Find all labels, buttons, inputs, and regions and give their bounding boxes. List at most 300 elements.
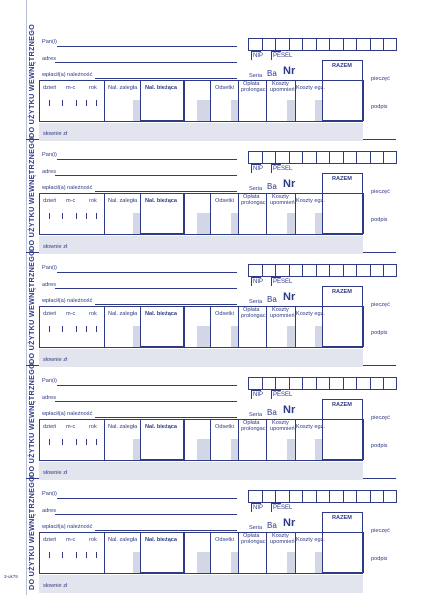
digit-box-divider xyxy=(329,490,330,503)
amount-in-words-label: słownie zł xyxy=(43,470,68,476)
number-label: Nr xyxy=(283,517,296,529)
table-column-border xyxy=(210,193,211,234)
payer-name-field[interactable] xyxy=(57,46,237,47)
payer-name-label: Pan(i) xyxy=(42,152,57,158)
prolongation-header-1: Opłata xyxy=(243,420,260,426)
day-label: dzień xyxy=(43,311,57,317)
digit-box-divider xyxy=(275,377,276,390)
table-column-border xyxy=(363,419,364,460)
pesel-label: PESEL xyxy=(273,53,293,59)
paid-amount-line[interactable] xyxy=(95,530,237,531)
stamp-label: pieczęć xyxy=(371,415,390,421)
table-column-border xyxy=(184,193,185,234)
address-field[interactable] xyxy=(55,514,237,515)
date-tick xyxy=(76,326,77,332)
nip-bracket-top xyxy=(251,390,261,391)
digit-box-divider xyxy=(383,377,384,390)
shade-cell xyxy=(197,439,210,460)
pesel-label: PESEL xyxy=(273,392,293,398)
digit-box-divider xyxy=(262,264,263,277)
prolongation-header-2: prolongac. xyxy=(241,313,268,319)
shade-cell xyxy=(133,213,140,234)
digit-box-divider xyxy=(383,151,384,164)
year-label: rok xyxy=(89,424,97,430)
interest-header: Odsetki xyxy=(215,424,234,430)
series-label: Seria xyxy=(249,73,263,79)
digit-box-divider xyxy=(302,151,303,164)
series-value: Ba xyxy=(267,521,277,530)
address-label: adres xyxy=(42,395,56,401)
total-header: RAZEM xyxy=(332,402,352,408)
digit-box-divider xyxy=(275,490,276,503)
total-header: RAZEM xyxy=(332,63,352,69)
series-value: Ba xyxy=(267,182,277,191)
digit-box-divider xyxy=(262,38,263,51)
series-label: Seria xyxy=(249,186,263,192)
day-label: dzień xyxy=(43,198,57,204)
pesel-bracket-top xyxy=(271,51,281,52)
current-header: Nal. bieżąca xyxy=(145,85,178,91)
signature-label: podpis xyxy=(371,443,388,449)
table-top-border xyxy=(39,419,363,420)
total-header: RAZEM xyxy=(332,289,352,295)
table-column-border xyxy=(184,532,185,573)
digit-box-divider xyxy=(356,264,357,277)
address-label: adres xyxy=(42,169,56,175)
reminder-cost-header-2: upomnień xyxy=(270,87,295,93)
number-label: Nr xyxy=(283,404,296,416)
reminder-cost-header-1: Koszty xyxy=(272,307,289,313)
prolongation-header-2: prolongac. xyxy=(241,426,268,432)
pesel-bracket-top xyxy=(271,164,281,165)
digit-box-divider xyxy=(343,490,344,503)
digit-box-divider xyxy=(302,377,303,390)
year-label: rok xyxy=(89,311,97,317)
digit-box-divider xyxy=(343,38,344,51)
series-label: Seria xyxy=(249,525,263,531)
digit-box-divider xyxy=(370,490,371,503)
date-tick xyxy=(96,213,97,219)
payer-name-label: Pan(i) xyxy=(42,265,57,271)
enforcement-cost-header: Koszty egz. xyxy=(296,85,325,91)
shade-cell xyxy=(287,439,295,460)
day-label: dzień xyxy=(43,85,57,91)
enforcement-cost-header: Koszty egz. xyxy=(296,537,325,543)
digit-box-divider xyxy=(316,490,317,503)
digit-box-divider xyxy=(383,490,384,503)
digit-box-divider xyxy=(275,264,276,277)
shade-cell xyxy=(315,326,322,347)
prolongation-header-2: prolongac. xyxy=(241,87,268,93)
shade-cell xyxy=(287,100,295,121)
paid-amount-label: wpłacił(a) należność xyxy=(42,298,93,304)
sidebar-label: DO UŻYTKU WEWNĘTRZNEGO xyxy=(27,249,36,364)
interest-header: Odsetki xyxy=(215,85,234,91)
table-column-border xyxy=(184,419,185,460)
total-header: RAZEM xyxy=(332,515,352,521)
digit-box-divider xyxy=(383,38,384,51)
date-tick xyxy=(62,213,63,219)
table-column-border xyxy=(39,193,40,234)
month-label: m-c xyxy=(66,85,76,91)
overdue-header: Nal. zaległa xyxy=(108,424,138,430)
digit-box-divider xyxy=(275,151,276,164)
current-header: Nal. bieżąca xyxy=(145,198,178,204)
id-digit-boxes[interactable] xyxy=(248,264,397,277)
paid-amount-label: wpłacił(a) należność xyxy=(42,72,93,78)
table-top-border xyxy=(39,193,363,194)
prolongation-header-2: prolongac. xyxy=(241,200,268,206)
number-label: Nr xyxy=(283,178,296,190)
overdue-header: Nal. zaległa xyxy=(108,85,138,91)
year-label: rok xyxy=(89,85,97,91)
digit-box-divider xyxy=(316,264,317,277)
nip-bracket-top xyxy=(251,51,261,52)
date-tick xyxy=(96,439,97,445)
digit-box-divider xyxy=(356,151,357,164)
table-column-border xyxy=(104,80,105,121)
shade-cell xyxy=(197,213,210,234)
year-label: rok xyxy=(89,537,97,543)
pesel-bracket-top xyxy=(271,503,281,504)
date-tick xyxy=(62,100,63,106)
shade-cell xyxy=(133,552,140,573)
id-digit-boxes[interactable] xyxy=(248,151,397,164)
nip-bracket xyxy=(251,277,252,286)
digit-box-divider xyxy=(262,377,263,390)
digit-box-divider xyxy=(383,264,384,277)
date-tick xyxy=(96,100,97,106)
table-bottom-border xyxy=(39,121,363,122)
year-label: rok xyxy=(89,198,97,204)
enforcement-cost-header: Koszty egz. xyxy=(296,424,325,430)
pesel-bracket xyxy=(271,51,272,60)
payer-name-label: Pan(i) xyxy=(42,491,57,497)
shade-cell xyxy=(231,100,238,121)
amount-in-words-label: słownie zł xyxy=(43,131,68,137)
signature-label: podpis xyxy=(371,330,388,336)
stamp-label: pieczęć xyxy=(371,76,390,82)
paid-amount-line[interactable] xyxy=(95,417,237,418)
reminder-cost-header-1: Koszty xyxy=(272,81,289,87)
date-tick xyxy=(49,439,50,445)
digit-box-divider xyxy=(289,264,290,277)
shade-cell xyxy=(315,552,322,573)
digit-box-divider xyxy=(316,377,317,390)
shade-cell xyxy=(315,213,322,234)
table-column-border xyxy=(104,193,105,234)
table-column-border xyxy=(104,419,105,460)
shade-cell xyxy=(231,552,238,573)
table-column-border xyxy=(363,193,364,234)
nip-bracket-top xyxy=(251,503,261,504)
digit-box-divider xyxy=(370,264,371,277)
month-label: m-c xyxy=(66,198,76,204)
digit-box-divider xyxy=(329,38,330,51)
table-column-border xyxy=(184,80,185,121)
month-label: m-c xyxy=(66,424,76,430)
nip-label: NIP xyxy=(253,392,264,398)
sidebar-label: DO UŻYTKU WEWNĘTRZNEGO xyxy=(27,136,36,251)
series-value: Ba xyxy=(267,295,277,304)
reminder-cost-header-1: Koszty xyxy=(272,420,289,426)
shade-cell xyxy=(287,326,295,347)
nip-bracket-top xyxy=(251,164,261,165)
reminder-cost-header-2: upomnień xyxy=(270,313,295,319)
interest-header: Odsetki xyxy=(215,198,234,204)
digit-box-divider xyxy=(316,38,317,51)
table-bottom-border xyxy=(39,234,363,235)
amount-in-words-field[interactable] xyxy=(39,462,363,480)
digit-box-divider xyxy=(316,151,317,164)
payer-name-field[interactable] xyxy=(57,159,237,160)
nip-bracket xyxy=(251,51,252,60)
amount-in-words-field[interactable] xyxy=(39,236,363,254)
series-value: Ba xyxy=(267,408,277,417)
date-tick xyxy=(49,213,50,219)
id-digit-boxes[interactable] xyxy=(248,377,397,390)
shade-cell xyxy=(133,326,140,347)
digit-box-divider xyxy=(343,264,344,277)
date-tick xyxy=(49,326,50,332)
stamp-label: pieczęć xyxy=(371,302,390,308)
table-column-border xyxy=(184,306,185,347)
nip-bracket xyxy=(251,503,252,512)
prolongation-header-1: Opłata xyxy=(243,307,260,313)
enforcement-cost-header: Koszty egz. xyxy=(296,198,325,204)
payer-name-field[interactable] xyxy=(57,498,237,499)
payer-name-label: Pan(i) xyxy=(42,378,57,384)
digit-box-divider xyxy=(343,377,344,390)
nip-label: NIP xyxy=(253,505,264,511)
shade-cell xyxy=(315,100,322,121)
reminder-cost-header-2: upomnień xyxy=(270,539,295,545)
sidebar-label: DO UŻYTKU WEWNĘTRZNEGO xyxy=(27,362,36,477)
amount-in-words-label: słownie zł xyxy=(43,583,68,589)
date-tick xyxy=(86,439,87,445)
payer-name-field[interactable] xyxy=(57,272,237,273)
table-column-border xyxy=(238,419,239,460)
nip-label: NIP xyxy=(253,53,264,59)
date-tick xyxy=(86,326,87,332)
shade-cell xyxy=(287,213,295,234)
digit-box-divider xyxy=(329,377,330,390)
sidebar-label: DO UŻYTKU WEWNĘTRZNEGO xyxy=(27,23,36,138)
table-column-border xyxy=(210,306,211,347)
address-label: adres xyxy=(42,56,56,62)
date-tick xyxy=(86,552,87,558)
reminder-cost-header-2: upomnień xyxy=(270,426,295,432)
payer-name-field[interactable] xyxy=(57,385,237,386)
signature-label: podpis xyxy=(371,104,388,110)
form-code: 3-uk79 xyxy=(4,574,18,579)
nip-bracket-top xyxy=(251,277,261,278)
amount-in-words-label: słownie zł xyxy=(43,244,68,250)
nip-bracket xyxy=(251,390,252,399)
table-column-border xyxy=(39,80,40,121)
paid-amount-line[interactable] xyxy=(95,191,237,192)
digit-box-divider xyxy=(289,377,290,390)
table-top-border xyxy=(39,306,363,307)
digit-box-divider xyxy=(329,264,330,277)
digit-box-divider xyxy=(329,151,330,164)
table-column-border xyxy=(104,306,105,347)
digit-box-divider xyxy=(289,151,290,164)
shade-cell xyxy=(197,100,210,121)
nip-label: NIP xyxy=(253,166,264,172)
nip-bracket xyxy=(251,164,252,173)
address-field[interactable] xyxy=(55,175,237,176)
shade-cell xyxy=(197,326,210,347)
digit-box-divider xyxy=(302,264,303,277)
table-column-border xyxy=(39,419,40,460)
date-tick xyxy=(76,100,77,106)
date-tick xyxy=(62,439,63,445)
stamp-label: pieczęć xyxy=(371,189,390,195)
number-label: Nr xyxy=(283,65,296,77)
signature-label: podpis xyxy=(371,556,388,562)
pesel-bracket xyxy=(271,164,272,173)
digit-box-divider xyxy=(302,38,303,51)
digit-box-divider xyxy=(356,38,357,51)
amount-in-words-label: słownie zł xyxy=(43,357,68,363)
table-column-border xyxy=(363,306,364,347)
enforcement-cost-header: Koszty egz. xyxy=(296,311,325,317)
table-column-border xyxy=(238,80,239,121)
date-tick xyxy=(96,326,97,332)
date-tick xyxy=(86,100,87,106)
pesel-bracket-top xyxy=(271,390,281,391)
reminder-cost-header-1: Koszty xyxy=(272,533,289,539)
table-column-border xyxy=(104,532,105,573)
interest-header: Odsetki xyxy=(215,537,234,543)
current-header: Nal. bieżąca xyxy=(145,424,178,430)
shade-cell xyxy=(197,552,210,573)
table-bottom-border xyxy=(39,347,363,348)
paid-amount-label: wpłacił(a) należność xyxy=(42,524,93,530)
amount-in-words-field[interactable] xyxy=(39,123,363,141)
pesel-bracket xyxy=(271,390,272,399)
nip-label: NIP xyxy=(253,279,264,285)
pesel-bracket xyxy=(271,503,272,512)
address-field[interactable] xyxy=(55,401,237,402)
digit-box-divider xyxy=(356,377,357,390)
overdue-header: Nal. zaległa xyxy=(108,311,138,317)
shade-cell xyxy=(231,213,238,234)
prolongation-header-1: Opłata xyxy=(243,533,260,539)
shade-cell xyxy=(231,326,238,347)
overdue-header: Nal. zaległa xyxy=(108,198,138,204)
day-label: dzień xyxy=(43,424,57,430)
id-digit-boxes[interactable] xyxy=(248,38,397,51)
date-tick xyxy=(76,439,77,445)
current-header: Nal. bieżąca xyxy=(145,311,178,317)
date-tick xyxy=(86,213,87,219)
series-value: Ba xyxy=(267,69,277,78)
paid-amount-line[interactable] xyxy=(95,304,237,305)
digit-box-divider xyxy=(289,38,290,51)
prolongation-header-1: Opłata xyxy=(243,194,260,200)
address-label: adres xyxy=(42,282,56,288)
date-tick xyxy=(49,552,50,558)
total-header: RAZEM xyxy=(332,176,352,182)
series-label: Seria xyxy=(249,412,263,418)
digit-box-divider xyxy=(289,490,290,503)
table-top-border xyxy=(39,80,363,81)
table-bottom-border xyxy=(39,573,363,574)
overdue-header: Nal. zaległa xyxy=(108,537,138,543)
paid-amount-label: wpłacił(a) należność xyxy=(42,411,93,417)
digit-box-divider xyxy=(302,490,303,503)
table-column-border xyxy=(210,532,211,573)
digit-box-divider xyxy=(370,38,371,51)
number-label: Nr xyxy=(283,291,296,303)
digit-box-divider xyxy=(370,151,371,164)
paid-amount-line[interactable] xyxy=(95,78,237,79)
amount-in-words-field[interactable] xyxy=(39,575,363,593)
month-label: m-c xyxy=(66,311,76,317)
table-column-border xyxy=(363,80,364,121)
table-column-border xyxy=(238,193,239,234)
table-column-border xyxy=(363,532,364,573)
date-tick xyxy=(62,552,63,558)
amount-in-words-field[interactable] xyxy=(39,349,363,367)
prolongation-header-1: Opłata xyxy=(243,81,260,87)
pesel-label: PESEL xyxy=(273,505,293,511)
paid-amount-label: wpłacił(a) należność xyxy=(42,185,93,191)
table-top-border xyxy=(39,532,363,533)
payer-name-label: Pan(i) xyxy=(42,39,57,45)
day-label: dzień xyxy=(43,537,57,543)
table-bottom-border xyxy=(39,460,363,461)
shade-cell xyxy=(315,439,322,460)
shade-cell xyxy=(133,100,140,121)
shade-cell xyxy=(231,439,238,460)
sidebar-label: DO UŻYTKU WEWNĘTRZNEGO xyxy=(27,475,36,590)
shade-cell xyxy=(133,439,140,460)
interest-header: Odsetki xyxy=(215,311,234,317)
signature-label: podpis xyxy=(371,217,388,223)
address-field[interactable] xyxy=(55,288,237,289)
table-column-border xyxy=(39,306,40,347)
address-label: adres xyxy=(42,508,56,514)
month-label: m-c xyxy=(66,537,76,543)
current-header: Nal. bieżąca xyxy=(145,537,178,543)
digit-box-divider xyxy=(356,490,357,503)
pesel-bracket xyxy=(271,277,272,286)
date-tick xyxy=(76,552,77,558)
stamp-label: pieczęć xyxy=(371,528,390,534)
reminder-cost-header-2: upomnień xyxy=(270,200,295,206)
table-column-border xyxy=(210,419,211,460)
pesel-label: PESEL xyxy=(273,166,293,172)
date-tick xyxy=(76,213,77,219)
date-tick xyxy=(62,326,63,332)
table-column-border xyxy=(210,80,211,121)
digit-box-divider xyxy=(370,377,371,390)
digit-box-divider xyxy=(275,38,276,51)
prolongation-header-2: prolongac. xyxy=(241,539,268,545)
address-field[interactable] xyxy=(55,62,237,63)
id-digit-boxes[interactable] xyxy=(248,490,397,503)
table-column-border xyxy=(39,532,40,573)
date-tick xyxy=(49,100,50,106)
pesel-bracket-top xyxy=(271,277,281,278)
digit-box-divider xyxy=(343,151,344,164)
pesel-label: PESEL xyxy=(273,279,293,285)
table-column-border xyxy=(238,306,239,347)
shade-cell xyxy=(287,552,295,573)
